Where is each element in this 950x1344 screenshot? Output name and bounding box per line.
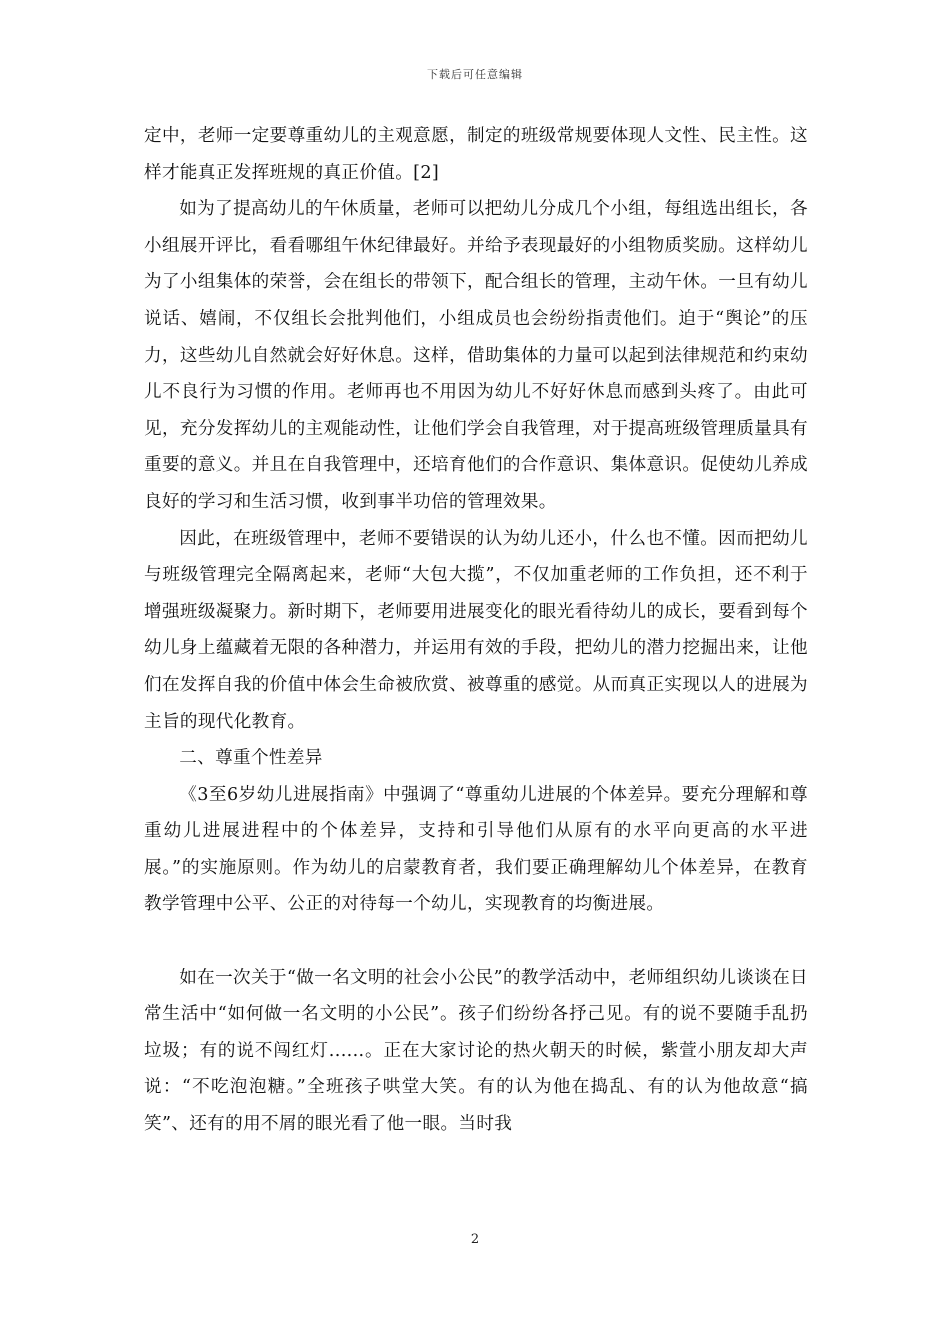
paragraph-example: 如在一次关于“做一名文明的社会小公民”的教学活动中，老师组织幼儿谈谈在日常生活中“如何做一名文明的小公民”。孩子们纷纷各抒己见。有的说不要随手乱扔垃圾；有的说不闯红灯......。正在大家讨论的热火朝天的时候，紫萱小朋友却大声说：“不吃泡泡糖。”全班孩子哄堂大笑。有的认为他在捣乱、有的认为他故意“搞笑”、还有的用不屑的眼光看了他一眼。当时我 xyxy=(144,967,808,1135)
paragraph-nap-groups: 如为了提高幼儿的午休质量，老师可以把幼儿分成几个小组，每组选出组长，各小组展开评比，看看哪组午休纪律最好。并给予表现最好的小组物质奖励。这样幼儿为了小组集体的荣誉，会在组长的带领下，配合组长的管理，主动午休。一旦有幼儿说话、嬉闹，不仅组长会批判他们，小组成员也会纷纷指责他们。迫于“舆论”的压力，这些幼儿自然就会好好休息。这样，借助集体的力量可以起到法律规范和约束幼儿不良行为习惯的作用。老师再也不用因为幼儿不好好休息而感到头疼了。由此可见，充分发挥幼儿的主观能动性，让他们学会自我管理，对于提高班级管理质量具有重要的意义。并且在自我管理中，还培育他们的合作意识、集体意识。促使幼儿养成良好的学习和生活习惯，收到事半功倍的管理效果。 xyxy=(144,199,808,512)
paragraph-guideline: 《3至6岁幼儿进展指南》中强调了“尊重幼儿进展的个体差异。要充分理解和尊重幼儿进展进程中的个体差异，支持和引导他们从原有的水平向更高的水平进展。”的实施原则。作为幼儿的启蒙教育者，我们要正确理解幼儿个体差异，在教育教学管理中公平、公正的对待每一个幼儿，实现教育的均衡进展。 xyxy=(144,784,808,915)
page-header: 下载后可任意编辑 xyxy=(427,68,523,81)
paragraph-continuation: 定中，老师一定要尊重幼儿的主观意愿，制定的班级常规要体现人文性、民主性。这样才能真正发挥班规的真正价值。[2] xyxy=(144,126,808,183)
document-body xyxy=(144,118,808,1143)
section-heading: 二、尊重个性差异 xyxy=(179,748,323,769)
blank-line xyxy=(144,923,808,960)
paragraph-conclusion: 因此，在班级管理中，老师不要错误的认为幼儿还小，什么也不懂。因而把幼儿与班级管理完全隔离起来，老师“大包大揽”，不仅加重老师的工作负担，还不利于增强班级凝聚力。新时期下，老师要用进展变化的眼光看待幼儿的成长，要看到每个幼儿身上蕴藏着无限的各种潜力，并运用有效的手段，把幼儿的潜力挖掘出来，让他们在发挥自我的价值中体会生命被欣赏、被尊重的感觉。从而真正实现以人的进展为主旨的现代化教育。 xyxy=(144,528,808,732)
page-number: 2 xyxy=(470,1232,480,1247)
